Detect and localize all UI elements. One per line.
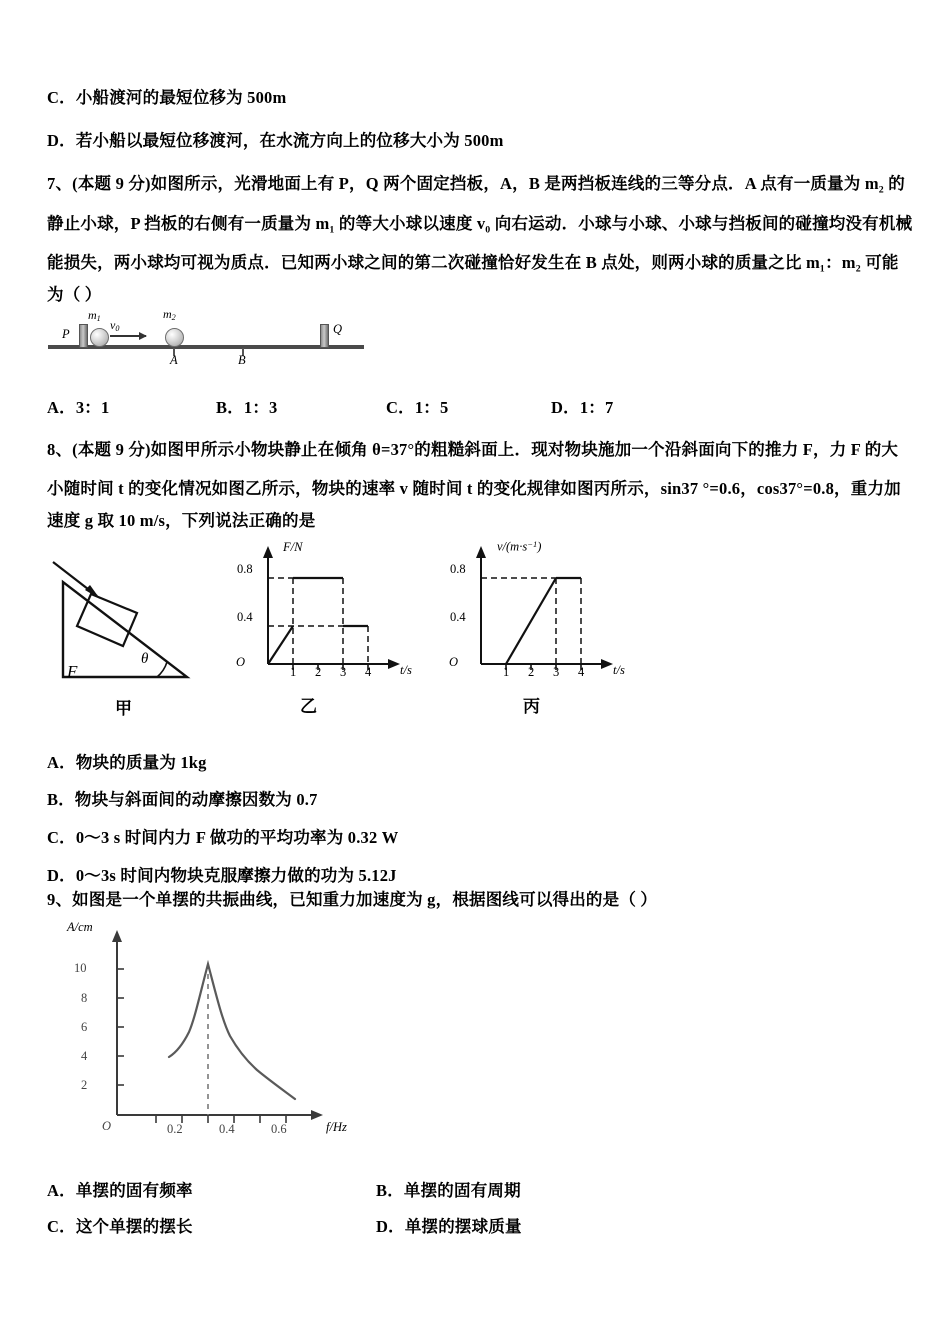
question-score-tag: (本题 9 分) [72,174,151,193]
question-stem-text: 静止小球，P 挡板的右侧有一质量为 m₁ 的等大小球以速度 v₀ 向右运动．小球与小球、小球与挡板间的碰撞均没有机械 [47,214,913,233]
question-8-stem-line-2 [47,479,901,499]
x-axis-arrow-icon [311,1110,323,1120]
block-on-incline [77,594,137,646]
q8-option-C [47,828,398,848]
option-label: D． [376,1217,405,1236]
q8-option-A [47,753,207,773]
q9-resonance-curve-figure [45,920,375,1150]
y-tick-label-10: 10 [74,961,87,975]
q9-option-D [376,1217,522,1237]
option-label: A． [47,1181,76,1200]
question-number: 9、 [47,890,73,909]
x-axis-label-time: t/s [400,663,412,677]
question-stem-text: 如图所示，光滑地面上有 P，Q 两个固定挡板，A，B 是两挡板连线的三等分点．A 点有一质量为 m₂ 的 [150,174,905,193]
force-label-F: F [67,662,78,681]
x-tick-label-3: 3 [340,665,347,679]
option-text: 1：3 [243,398,278,417]
question-9-stem [47,890,657,910]
angle-label-theta: θ [141,651,149,667]
origin-label: O [449,655,459,669]
x-tick-label-06: 0.6 [271,1122,287,1136]
option-label: D． [47,866,76,885]
label-point-b: B [238,353,246,367]
question-stem-text: 如图是一个单摆的共振曲线，已知重力加速度为 g，根据图线可以得出的是（ ） [72,890,658,909]
q8-figure-row [45,532,675,722]
ball-m1 [90,328,109,347]
segment-accel-1-3s [506,578,556,664]
option-label: A． [47,753,76,772]
x-axis-label-frequency: f/Hz [326,1120,347,1134]
option-text: 这个单摆的摆长 [75,1217,193,1236]
y-tick-label-04: 0.4 [450,610,466,624]
y-axis-arrow-icon [263,546,273,558]
y-tick-label-08: 0.8 [450,562,466,576]
option-text: 1：7 [579,398,614,417]
y-tick-label-2: 2 [81,1078,88,1092]
question-7-stem-line-4 [47,285,101,305]
option-label: A． [47,398,76,417]
q9-option-B [376,1181,521,1201]
label-v0: $v_0$ [110,318,120,333]
label-p: P [62,327,70,341]
question-8-stem-line-3 [47,511,315,531]
x-axis-arrow-icon [388,659,400,669]
q7-option-B [216,398,278,418]
q9-option-A [47,1181,193,1201]
incline-triangle [63,582,187,677]
y-tick-label-08: 0.8 [237,562,253,576]
figure-caption-bing: 丙 [523,697,540,716]
barrier-p [79,324,88,348]
x-tick-label-02: 0.2 [167,1122,183,1136]
y-axis-label-amplitude: A/cm [67,920,93,934]
q8-option-B [47,790,318,810]
figure-caption-jia: 甲 [115,699,132,718]
label-m2: $m_2$ [163,307,176,322]
option-text: 0～3 s 时间内力 F 做功的平均功率为 0.32 W [75,828,399,847]
question-stem-text: 为（ ） [47,285,102,304]
question-7-stem-line-1 [47,174,905,194]
option-row-q6-C [47,88,286,108]
question-score-tag: (本题 9 分) [72,440,151,459]
q7-option-A [47,398,109,418]
resonance-curve-path [169,964,295,1099]
option-text: 0～3s 时间内物块克服摩擦力做的功为 5.12J [75,866,397,885]
q7-option-D [551,398,613,418]
x-tick-label-2: 2 [315,665,322,679]
segment-ramp-0-1s [268,626,293,664]
ball-m2 [165,328,184,347]
option-label: D． [551,398,580,417]
x-tick-label-3: 3 [553,665,560,679]
q7-option-C [386,398,448,418]
option-text: 若小船以最短位移渡河，在水流方向上的位移大小为 500m [75,131,504,150]
q8-option-D [47,866,397,886]
barrier-q [320,324,329,348]
x-axis-label-time: t/s [613,663,625,677]
option-row-q6-D [47,131,504,151]
question-stem-text: 如图甲所示小物块静止在倾角 θ=37°的粗糙斜面上．现对物块施加一个沿斜面向下的推力 F，力 F 的大 [150,440,899,459]
question-7-stem-line-3 [47,253,899,273]
option-label: C． [386,398,415,417]
x-tick-label-4: 4 [578,665,585,679]
y-tick-label-8: 8 [81,991,88,1005]
question-stem-text: 能损失，两小球均可视为质点．已知两小球之间的第二次碰撞恰好发生在 B 点处，则两小球的质量之比 m₁：m₂ 可能 [47,253,899,272]
question-stem-text: 速度 g 取 10 m/s，下列说法正确的是 [47,511,316,530]
figure-caption-yi: 乙 [300,697,317,716]
option-text: 物块的质量为 1kg [75,753,207,772]
option-text: 单摆的固有频率 [75,1181,193,1200]
x-axis-arrow-icon [601,659,613,669]
x-tick-label-1: 1 [503,665,510,679]
option-text: 小船渡河的最短位移为 500m [75,88,287,107]
y-axis-label-force: F/N [283,540,303,554]
option-text: 物块与斜面间的动摩擦因数为 0.7 [74,790,318,809]
option-text: 3：1 [75,398,110,417]
label-q: Q [333,322,343,336]
question-stem-text: 小随时间 t 的变化情况如图乙所示，物块的速率 v 随时间 t 的变化规律如图丙所示，sin37 °=0.6，cos37°=0.8，重力加 [47,479,901,498]
option-label: D． [47,131,76,150]
y-axis-arrow-icon [112,930,122,942]
option-text: 单摆的固有周期 [403,1181,521,1200]
x-tick-label-4: 4 [365,665,372,679]
question-number: 8、 [47,440,73,459]
y-tick-label-04: 0.4 [237,610,253,624]
option-text: 1：5 [414,398,449,417]
y-tick-label-4: 4 [81,1049,88,1063]
y-axis-arrow-icon [476,546,486,558]
origin-label: O [102,1119,112,1133]
velocity-arrow-icon [110,335,146,337]
question-8-stem-line-1 [47,440,898,460]
question-7-stem-line-2 [47,214,912,234]
y-tick-label-6: 6 [81,1020,88,1034]
option-label: B． [216,398,244,417]
resonance-chart [45,920,375,1150]
label-m1: $m_1$ [88,308,101,323]
option-text: 单摆的摆球质量 [404,1217,522,1236]
question-number: 7、 [47,174,73,193]
origin-label: O [236,655,246,669]
label-point-a: A [170,353,178,367]
q9-option-C [47,1217,193,1237]
option-label: C． [47,828,76,847]
x-tick-label-1: 1 [290,665,297,679]
angle-arc-icon [157,662,167,677]
option-label: C． [47,88,76,107]
q7-collision-apparatus-figure [48,303,368,378]
x-tick-label-2: 2 [528,665,535,679]
option-label: B． [47,790,75,809]
x-tick-label-04: 0.4 [219,1122,235,1136]
y-axis-label-velocity: $v/(m\cdot s^{-1})$ [497,539,542,554]
option-label: B． [376,1181,404,1200]
option-label: C． [47,1217,76,1236]
